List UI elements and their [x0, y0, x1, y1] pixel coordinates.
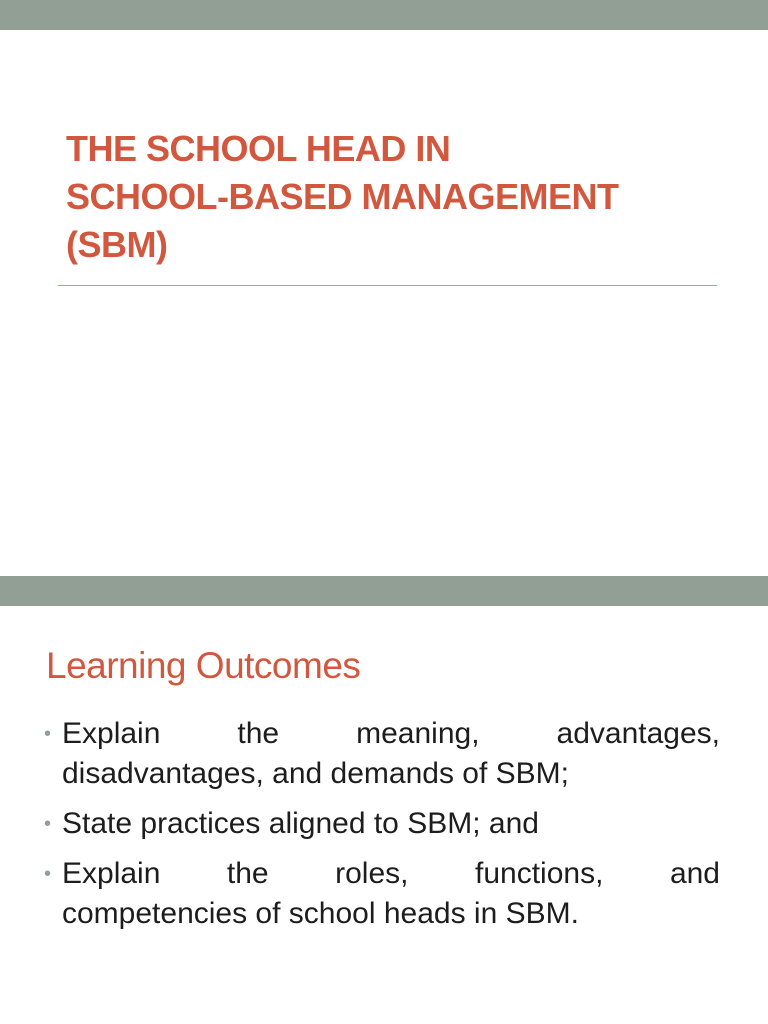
list-item-line: disadvantages, and demands of SBM;: [62, 757, 569, 790]
list-item-line: competencies of school heads in SBM.: [62, 897, 579, 930]
list-item-line: Explain the roles, functions, and: [62, 857, 720, 890]
list-item: [44, 714, 720, 794]
title-divider: [58, 285, 717, 286]
slide-title: [66, 125, 746, 269]
bullet-icon: •: [44, 723, 52, 745]
learning-outcomes-heading: Learning Outcomes: [46, 645, 361, 686]
list-item: [44, 854, 720, 934]
bullet-icon: •: [44, 813, 52, 835]
slide-title-line: SCHOOL-BASED MANAGEMENT: [66, 176, 619, 217]
list-item-line: Explain the meaning, advantages,: [62, 717, 720, 750]
bullet-icon: •: [44, 863, 52, 885]
slide-title-line: (SBM): [66, 224, 168, 265]
list-item: [44, 804, 720, 844]
slide-header-bar: [0, 0, 768, 30]
list-item-line: State practices aligned to SBM; and: [62, 807, 539, 840]
slide-title-line: THE SCHOOL HEAD IN: [66, 128, 451, 169]
learning-outcomes-list: [44, 714, 720, 944]
slide-header-bar: [0, 576, 768, 606]
